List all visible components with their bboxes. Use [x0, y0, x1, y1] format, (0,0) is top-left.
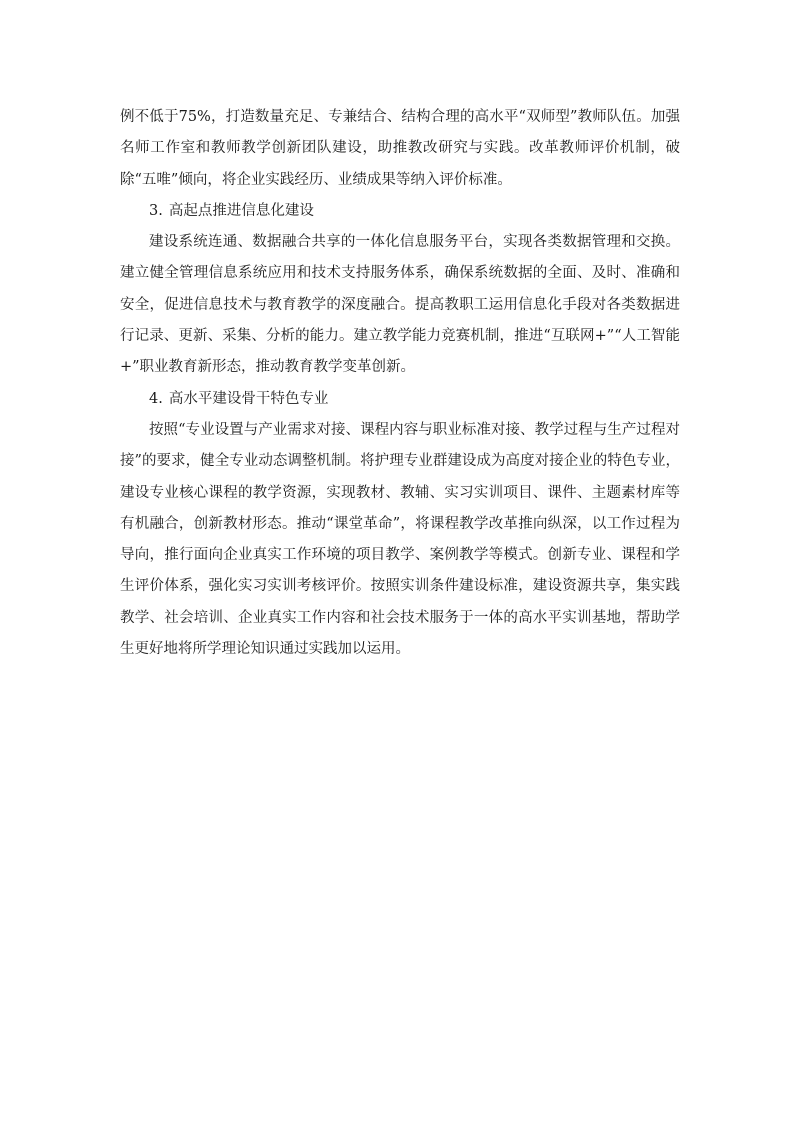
document-body: [120, 102, 680, 665]
paragraph-teacher-team: 例不低于75%，打造数量充足、专兼结合、结构合理的高水平“双师型”教师队伍。加强名师工作室和教师教学创新团队建设，助推教改研究与实践。改革教师评价机制，破除“五唯”倾向，将企业实践经历、业绩成果等纳入评价标准。: [120, 109, 680, 188]
section-heading-informatization: [120, 196, 680, 227]
section-number: 3.: [149, 202, 163, 219]
paragraph-informatization: 建设系统连通、数据融合共享的一体化信息服务平台，实现各类数据管理和交换。建立健全管理信息系统应用和技术支持服务体系，确保系统数据的全面、及时、准确和安全，促进信息技术与教育教学的深度融合。提高教职工运用信息化手段对各类数据进行记录、更新、采集、分析的能力。建立教学能力竞赛机制，推进“互联网+”“人工智能+”职业教育新形态，推动教育教学变革创新。: [120, 234, 680, 376]
section-title: 高起点推进信息化建设: [168, 202, 314, 219]
section-number: 4.: [149, 390, 163, 407]
section-heading-specialty: [120, 384, 680, 415]
section-title: 高水平建设骨干特色专业: [168, 390, 329, 407]
paragraph-specialty: 按照“专业设置与产业需求对接、课程内容与职业标准对接、教学过程与生产过程对接”的要求，健全专业动态调整机制。将护理专业群建设成为高度对接企业的特色专业，建设专业核心课程的教学资源，实现教材、教辅、实习实训项目、课件、主题素材库等有机融合，创新教材形态。推动“课堂革命”，将课程教学改革推向纵深，以工作过程为导向，推行面向企业真实工作环境的项目教学、案例教学等模式。创新专业、课程和学生评价体系，强化实习实训考核评价。按照实训条件建设标准，建设资源共享，集实践教学、社会培训、企业真实工作内容和社会技术服务于一体的高水平实训基地，帮助学生更好地将所学理论知识通过实践加以运用。: [120, 421, 680, 658]
